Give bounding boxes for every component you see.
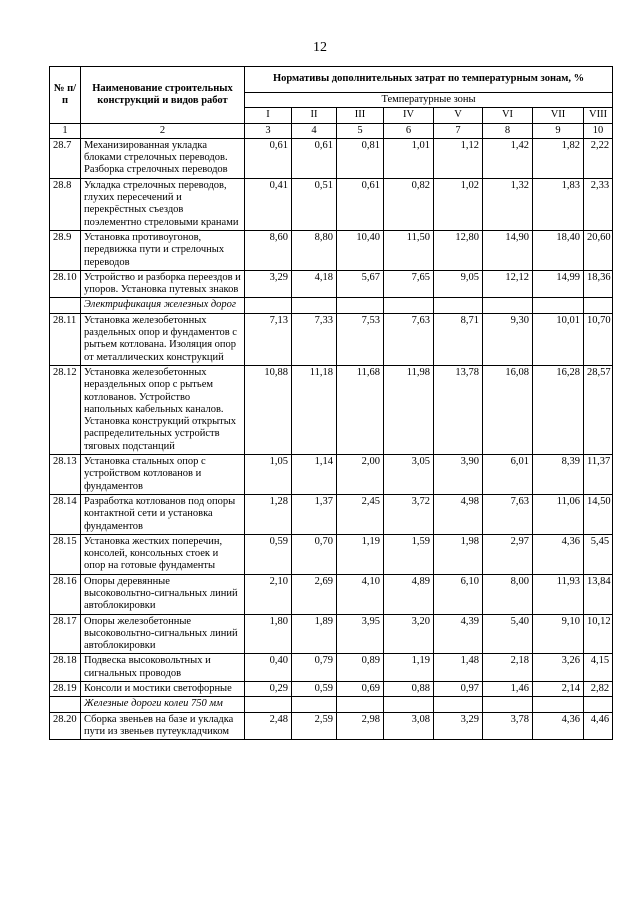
zone-value: 7,13 (245, 313, 292, 365)
zone-value: 0,41 (245, 178, 292, 230)
zone-value: 9,05 (434, 270, 483, 298)
zone-value: 1,48 (434, 654, 483, 682)
zone-value: 1,83 (533, 178, 584, 230)
zone-value: 4,36 (533, 534, 584, 574)
zone-value: 0,61 (245, 138, 292, 178)
zone-value: 0,59 (245, 534, 292, 574)
zone-value: 11,93 (533, 574, 584, 614)
zone-value: 9,30 (483, 313, 533, 365)
row-number: 28.16 (50, 574, 81, 614)
zone-value: 0,81 (337, 138, 384, 178)
zone-value: 2,22 (584, 138, 613, 178)
zone-value: 1,37 (292, 494, 337, 534)
zone-value: 0,61 (292, 138, 337, 178)
zone-value: 0,70 (292, 534, 337, 574)
column-index: 10 (584, 123, 613, 138)
zone-header: VIII (584, 108, 613, 123)
empty-cell (434, 298, 483, 313)
zone-value: 3,05 (384, 455, 434, 495)
zone-value: 4,46 (584, 712, 613, 740)
empty-cell (384, 298, 434, 313)
zone-value: 13,84 (584, 574, 613, 614)
section-title: Электрификация железных дорог (81, 298, 245, 313)
table-row (50, 313, 613, 365)
zone-header: VII (533, 108, 584, 123)
zone-value: 1,80 (245, 614, 292, 654)
row-number: 28.10 (50, 270, 81, 298)
zone-value: 1,82 (533, 138, 584, 178)
work-name: Сборка звеньев на базе и укладка пути из звеньев путеукладчиком (81, 712, 245, 740)
work-name: Консоли и мостики светофорные (81, 682, 245, 697)
zone-value: 2,14 (533, 682, 584, 697)
table-row (50, 654, 613, 682)
column-index: 4 (292, 123, 337, 138)
zone-value: 1,02 (434, 178, 483, 230)
section-num-cell (50, 697, 81, 712)
work-name: Механизированная укладка блоками стрелочных переводов. Разборка стрелочных переводов (81, 138, 245, 178)
zone-value: 11,98 (384, 365, 434, 454)
zone-value: 3,95 (337, 614, 384, 654)
section-num-cell (50, 298, 81, 313)
zone-value: 8,00 (483, 574, 533, 614)
work-name: Разработка котлованов под опоры контактной сети и установка фундаментов (81, 494, 245, 534)
table-row (50, 712, 613, 740)
zone-value: 0,40 (245, 654, 292, 682)
zone-value: 3,90 (434, 455, 483, 495)
zone-value: 0,51 (292, 178, 337, 230)
work-name: Установка жестких поперечин, консолей, консольных стоек и опор на готовые фундаменты (81, 534, 245, 574)
zone-value: 8,80 (292, 230, 337, 270)
zone-value: 11,50 (384, 230, 434, 270)
zone-value: 4,89 (384, 574, 434, 614)
zone-value: 2,69 (292, 574, 337, 614)
zone-value: 0,61 (337, 178, 384, 230)
zone-value: 4,98 (434, 494, 483, 534)
zone-value: 16,28 (533, 365, 584, 454)
zone-value: 0,29 (245, 682, 292, 697)
empty-cell (292, 298, 337, 313)
table-row (50, 455, 613, 495)
zone-value: 1,19 (384, 654, 434, 682)
zone-value: 2,18 (483, 654, 533, 682)
zone-value: 1,42 (483, 138, 533, 178)
zone-value: 12,12 (483, 270, 533, 298)
empty-cell (533, 697, 584, 712)
row-number: 28.13 (50, 455, 81, 495)
zone-header: III (337, 108, 384, 123)
zone-value: 10,01 (533, 313, 584, 365)
zone-value: 0,69 (337, 682, 384, 697)
column-index: 5 (337, 123, 384, 138)
column-index: 3 (245, 123, 292, 138)
table-row (50, 614, 613, 654)
zone-value: 3,26 (533, 654, 584, 682)
zone-value: 18,36 (584, 270, 613, 298)
column-index: 8 (483, 123, 533, 138)
zone-value: 14,90 (483, 230, 533, 270)
zone-value: 7,63 (483, 494, 533, 534)
zone-header: IV (384, 108, 434, 123)
column-index: 2 (81, 123, 245, 138)
zone-value: 1,05 (245, 455, 292, 495)
empty-cell (584, 697, 613, 712)
zone-header: I (245, 108, 292, 123)
zone-value: 1,32 (483, 178, 533, 230)
zone-value: 6,10 (434, 574, 483, 614)
section-title: Железные дороги колеи 750 мм (81, 697, 245, 712)
header-norms-title: Нормативы дополнительных затрат по температурным зонам, % (245, 67, 613, 93)
row-number: 28.12 (50, 365, 81, 454)
zone-value: 28,57 (584, 365, 613, 454)
table-row (50, 270, 613, 298)
header-zones-title: Температурные зоны (245, 93, 613, 108)
row-number: 28.14 (50, 494, 81, 534)
work-name: Установка стальных опор с устройством котлованов и фундаментов (81, 455, 245, 495)
zone-value: 1,89 (292, 614, 337, 654)
zone-value: 0,88 (384, 682, 434, 697)
zone-header: VI (483, 108, 533, 123)
zone-value: 2,45 (337, 494, 384, 534)
header-name: Наименование строительных конструкций и видов работ (81, 67, 245, 124)
zone-value: 1,46 (483, 682, 533, 697)
work-name: Установка железобетонных нераздельных опор с рытьем котлованов. Устройство напольных кабельных каналов. Установка конструкций открытых распределительных устройств тяговых подстанций (81, 365, 245, 454)
zone-value: 4,36 (533, 712, 584, 740)
row-number: 28.17 (50, 614, 81, 654)
zone-value: 8,60 (245, 230, 292, 270)
zone-value: 7,63 (384, 313, 434, 365)
empty-cell (292, 697, 337, 712)
zone-value: 10,88 (245, 365, 292, 454)
table-row (50, 494, 613, 534)
zone-value: 2,59 (292, 712, 337, 740)
zone-value: 8,71 (434, 313, 483, 365)
zone-value: 18,40 (533, 230, 584, 270)
zone-value: 0,82 (384, 178, 434, 230)
table-row (50, 178, 613, 230)
zone-header: II (292, 108, 337, 123)
zone-value: 9,10 (533, 614, 584, 654)
zone-value: 3,29 (245, 270, 292, 298)
header-num: № п/п (50, 67, 81, 124)
zone-value: 2,98 (337, 712, 384, 740)
table-row (50, 574, 613, 614)
row-number: 28.8 (50, 178, 81, 230)
zone-value: 0,89 (337, 654, 384, 682)
zone-value: 2,00 (337, 455, 384, 495)
zone-value: 1,14 (292, 455, 337, 495)
zone-value: 7,53 (337, 313, 384, 365)
zone-header: V (434, 108, 483, 123)
zone-value: 4,15 (584, 654, 613, 682)
column-index: 6 (384, 123, 434, 138)
empty-cell (337, 697, 384, 712)
table-row (50, 365, 613, 454)
zone-value: 20,60 (584, 230, 613, 270)
zone-value: 10,40 (337, 230, 384, 270)
column-index: 1 (50, 123, 81, 138)
empty-cell (584, 298, 613, 313)
work-name: Опоры железобетонные высоковольтно-сигнальных линий автоблокировки (81, 614, 245, 654)
zone-value: 2,33 (584, 178, 613, 230)
row-number: 28.9 (50, 230, 81, 270)
zone-value: 0,59 (292, 682, 337, 697)
zone-value: 8,39 (533, 455, 584, 495)
zone-value: 7,65 (384, 270, 434, 298)
zone-value: 2,82 (584, 682, 613, 697)
zone-value: 2,48 (245, 712, 292, 740)
zone-value: 4,39 (434, 614, 483, 654)
table-row (50, 534, 613, 574)
zone-value: 1,01 (384, 138, 434, 178)
section-row (50, 298, 613, 313)
zone-value: 0,79 (292, 654, 337, 682)
empty-cell (533, 298, 584, 313)
zone-value: 1,98 (434, 534, 483, 574)
zone-value: 7,33 (292, 313, 337, 365)
row-number: 28.18 (50, 654, 81, 682)
norms-table (49, 66, 613, 740)
work-name: Устройство и разборка переездов и упоров. Установка путевых знаков (81, 270, 245, 298)
zone-value: 3,08 (384, 712, 434, 740)
zone-value: 3,20 (384, 614, 434, 654)
row-number: 28.19 (50, 682, 81, 697)
empty-cell (245, 298, 292, 313)
zone-value: 10,12 (584, 614, 613, 654)
zone-value: 13,78 (434, 365, 483, 454)
zone-value: 3,72 (384, 494, 434, 534)
zone-value: 1,59 (384, 534, 434, 574)
column-index: 7 (434, 123, 483, 138)
zone-value: 14,99 (533, 270, 584, 298)
zone-value: 5,67 (337, 270, 384, 298)
empty-cell (384, 697, 434, 712)
zone-value: 11,37 (584, 455, 613, 495)
row-number: 28.15 (50, 534, 81, 574)
zone-value: 5,45 (584, 534, 613, 574)
empty-cell (434, 697, 483, 712)
zone-value: 16,08 (483, 365, 533, 454)
work-name: Установка железобетонных раздельных опор и фундаментов с рытьем котлована. Изоляция опор от металлических конструкций (81, 313, 245, 365)
work-name: Опоры деревянные высоковольтно-сигнальных линий автоблокировки (81, 574, 245, 614)
row-number: 28.20 (50, 712, 81, 740)
zone-value: 1,12 (434, 138, 483, 178)
zone-value: 4,18 (292, 270, 337, 298)
zone-value: 3,29 (434, 712, 483, 740)
zone-value: 3,78 (483, 712, 533, 740)
empty-cell (245, 697, 292, 712)
zone-value: 2,10 (245, 574, 292, 614)
zone-value: 5,40 (483, 614, 533, 654)
table-row (50, 230, 613, 270)
row-number: 28.11 (50, 313, 81, 365)
work-name: Подвеска высоковольтных и сигнальных проводов (81, 654, 245, 682)
work-name: Укладка стрелочных переводов, глухих пересечений и перекрёстных съездов поэлементно стреловыми кранами (81, 178, 245, 230)
table-row (50, 138, 613, 178)
zone-value: 10,70 (584, 313, 613, 365)
zone-value: 14,50 (584, 494, 613, 534)
zone-value: 11,18 (292, 365, 337, 454)
zone-value: 6,01 (483, 455, 533, 495)
row-number: 28.7 (50, 138, 81, 178)
zone-value: 11,06 (533, 494, 584, 534)
zone-value: 1,28 (245, 494, 292, 534)
empty-cell (483, 697, 533, 712)
empty-cell (337, 298, 384, 313)
zone-value: 1,19 (337, 534, 384, 574)
column-index: 9 (533, 123, 584, 138)
empty-cell (483, 298, 533, 313)
zone-value: 0,97 (434, 682, 483, 697)
zone-value: 4,10 (337, 574, 384, 614)
table-row (50, 682, 613, 697)
zone-value: 2,97 (483, 534, 533, 574)
page-number: 12 (313, 40, 327, 55)
zone-value: 12,80 (434, 230, 483, 270)
work-name: Установка противоугонов, передвижка пути и стрелочных переводов (81, 230, 245, 270)
zone-value: 11,68 (337, 365, 384, 454)
section-row (50, 697, 613, 712)
